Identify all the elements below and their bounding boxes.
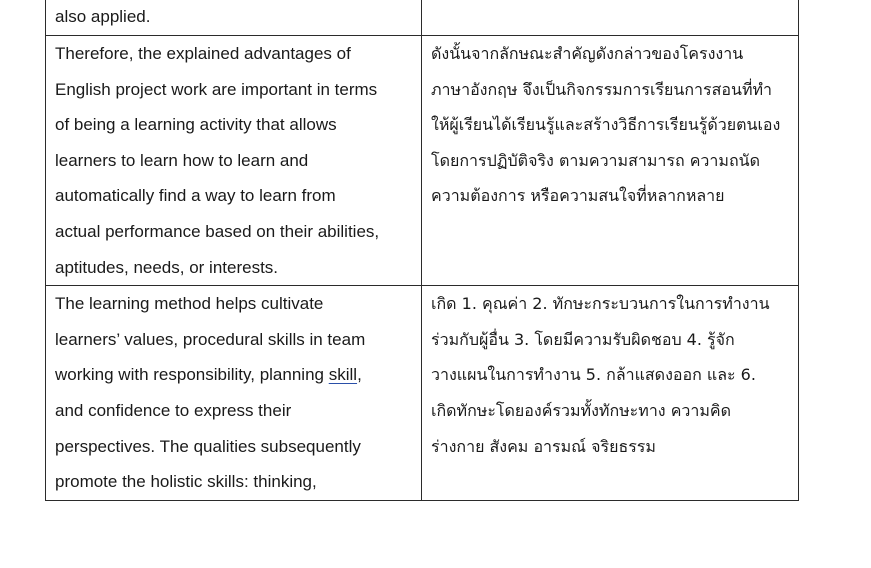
- english-cell: [46, 36, 422, 286]
- english-cell: [46, 286, 422, 501]
- english-line-suffix: ,: [357, 365, 362, 385]
- english-line: and confidence to express their: [55, 400, 292, 420]
- thai-cell: [422, 286, 799, 501]
- english-line: of being a learning activity that allows: [55, 115, 337, 135]
- english-line: perspectives. The qualities subsequently: [55, 436, 361, 456]
- english-line: learners’ values, procedural skills in team: [55, 329, 366, 349]
- thai-line: ให้ผู้เรียนได้เรียนรู้และสร้างวิธีการเรียนรู้ด้วยตนเอง: [431, 115, 781, 135]
- thai-line: โดยการปฏิบัติจริง ตามความสามารถ ความถนัด: [431, 150, 760, 170]
- english-line: learners to learn how to learn and: [55, 150, 309, 170]
- thai-line: ความต้องการ หรือความสนใจที่หลากหลาย: [431, 186, 725, 206]
- english-line: The learning method helps cultivate: [55, 294, 324, 314]
- thai-line: ภาษาอังกฤษ จึงเป็นกิจกรรมการเรียนการสอนที่ทำ: [431, 79, 773, 99]
- english-cell: [46, 0, 422, 36]
- english-line: [55, 357, 421, 393]
- english-line-text: working with responsibility, planning: [55, 365, 329, 385]
- spellcheck-marked-word[interactable]: skill: [328, 365, 358, 385]
- english-line: promote the holistic skills: thinking,: [55, 472, 317, 492]
- english-line: English project work are important in terms: [55, 79, 378, 99]
- thai-line: วางแผนในการทำงาน 5. กล้าแสดงออก และ 6.: [431, 365, 756, 385]
- english-line: also applied.: [55, 7, 151, 26]
- thai-cell: [422, 36, 799, 286]
- english-line: Therefore, the explained advantages of: [55, 44, 351, 63]
- thai-cell: [422, 0, 799, 36]
- thai-line: เกิดทักษะโดยองค์รวมทั้งทักษะทาง ความคิด: [431, 400, 732, 420]
- english-line: aptitudes, needs, or interests.: [55, 257, 279, 277]
- translation-table: [45, 0, 799, 501]
- thai-line: ดังนั้นจากลักษณะสำคัญดังกล่าวของโครงงาน: [431, 44, 744, 63]
- english-line: automatically find a way to learn from: [55, 186, 336, 206]
- table-row: [46, 36, 799, 286]
- english-line: actual performance based on their abilities,: [55, 221, 380, 241]
- thai-line: ร่างกาย สังคม อารมณ์ จริยธรรม: [431, 436, 656, 456]
- table-row: [46, 0, 799, 36]
- thai-line: เกิด 1. คุณค่า 2. ทักษะกระบวนการในการทำงาน: [431, 294, 770, 314]
- thai-line: ร่วมกับผู้อื่น 3. โดยมีความรับผิดชอบ 4. รู้จัก: [431, 329, 735, 349]
- table-row: [46, 286, 799, 501]
